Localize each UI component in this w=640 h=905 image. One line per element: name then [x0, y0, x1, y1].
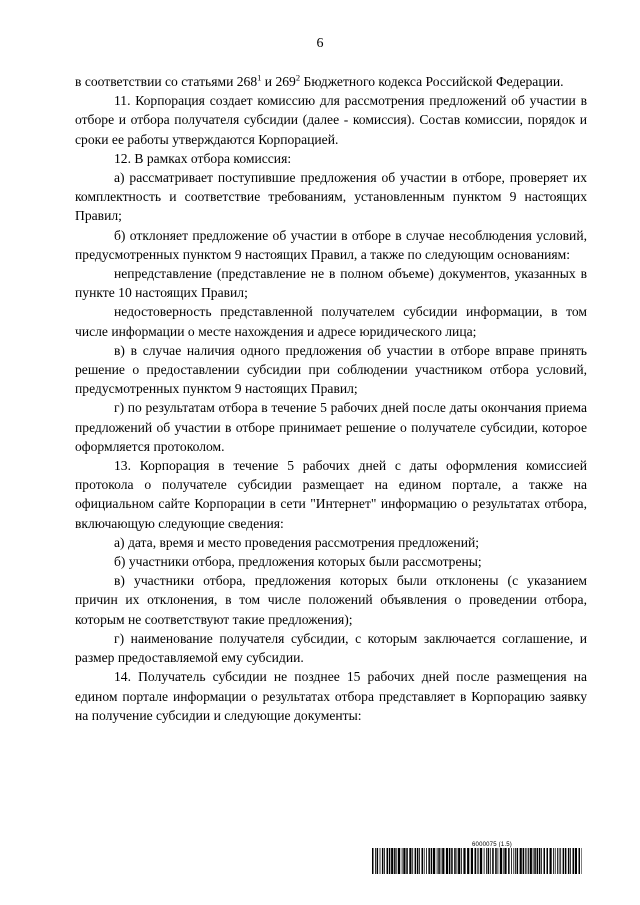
paragraph-p14: [75, 667, 587, 725]
text-segment: и 269: [261, 74, 296, 89]
text-segment: г) наименование получателя субсидии, с которым заключается соглашение, и размер предоставляемой ему субсидии.: [75, 630, 587, 666]
text-segment: 14. Получатель субсидии не позднее 15 рабочих дней после размещения на едином портале информации о результатах отбора представляет в Корпорацию заявку на получение субсидии и следующие документы:: [75, 669, 587, 723]
paragraph-p13v: [75, 571, 587, 629]
text-segment: г) по результатам отбора в течение 5 рабочих дней после даты окончания приема предложений об участии в отборе принимает решение о получателе субсидии, которое оформляется протоколом.: [75, 400, 587, 454]
superscript: 2: [295, 72, 301, 83]
barcode: [372, 848, 582, 874]
paragraph-p12b1: [75, 264, 587, 302]
superscript: 1: [257, 72, 262, 83]
document-code: 6000075 (1.5): [472, 842, 512, 848]
paragraph-p12b2: [75, 302, 587, 340]
paragraph-p13g: [75, 629, 587, 667]
text-segment: 12. В рамках отбора комиссия:: [114, 150, 292, 166]
paragraph-p12v: [75, 341, 587, 399]
paragraph-p0: [75, 72, 587, 91]
paragraph-p12: [75, 149, 587, 168]
text-segment: а) рассматривает поступившие предложения об участии в отборе, проверяет их комплектность и соответствие требованиям, установленным пунктом 9 настоящих Правил;: [75, 170, 587, 224]
paragraph-p12g: [75, 398, 587, 456]
paragraph-p13: [75, 456, 587, 533]
text-segment: б) участники отбора, предложения которых были рассмотрены;: [114, 554, 482, 570]
paragraph-p12b: [75, 226, 587, 264]
page-number: 6: [316, 36, 324, 51]
paragraph-p13b: [75, 552, 587, 571]
document-body: [75, 72, 587, 725]
text-segment: а) дата, время и место проведения рассмотрения предложений;: [114, 534, 480, 550]
text-segment: в) участники отбора, предложения которых были отклонены (с указанием причин их отклонения, в том числе положений объявления о проведении отбора, которым не соответствуют такие предложения);: [75, 573, 587, 627]
paragraph-p11: [75, 91, 587, 149]
paragraph-p13a: [75, 533, 587, 552]
text-segment: недостоверность представленной получателем субсидии информации, в том числе информации о месте нахождения и адресе юридического лица;: [75, 304, 587, 339]
paragraph-p12a: [75, 168, 587, 226]
text-segment: Бюджетного кодекса Российской Федерации.: [300, 74, 564, 89]
text-segment: в) в случае наличия одного предложения об участии в отборе вправе принять решение о предоставлении субсидии при соблюдении участником отбора условий, предусмотренных пунктом 9 настоящих Правил;: [75, 342, 587, 397]
text-segment: в соответствии со статьями 268: [75, 74, 258, 89]
text-segment: 11. Корпорация создает комиссию для рассмотрения предложений об участии в отборе и отбора получателя субсидии (далее - комиссия). Состав комиссии, порядок и сроки ее работы утверждаются Корпорацией.: [75, 93, 587, 147]
text-segment: б) отклоняет предложение об участии в отборе в случае несоблюдения условий, предусмотренных пунктом 9 настоящих Правил, а также по следующим основаниям:: [75, 227, 587, 262]
text-segment: непредставление (представление не в полном объеме) документов, указанных в пункте 10 настоящих Правил;: [75, 266, 587, 301]
text-segment: 13. Корпорация в течение 5 рабочих дней с даты оформления комиссией протокола о получателе субсидии размещает на едином портале, а также на официальном сайте Корпорации в сети "Интернет" информацию о результатах отбора, включающую следующие сведения:: [75, 458, 587, 531]
